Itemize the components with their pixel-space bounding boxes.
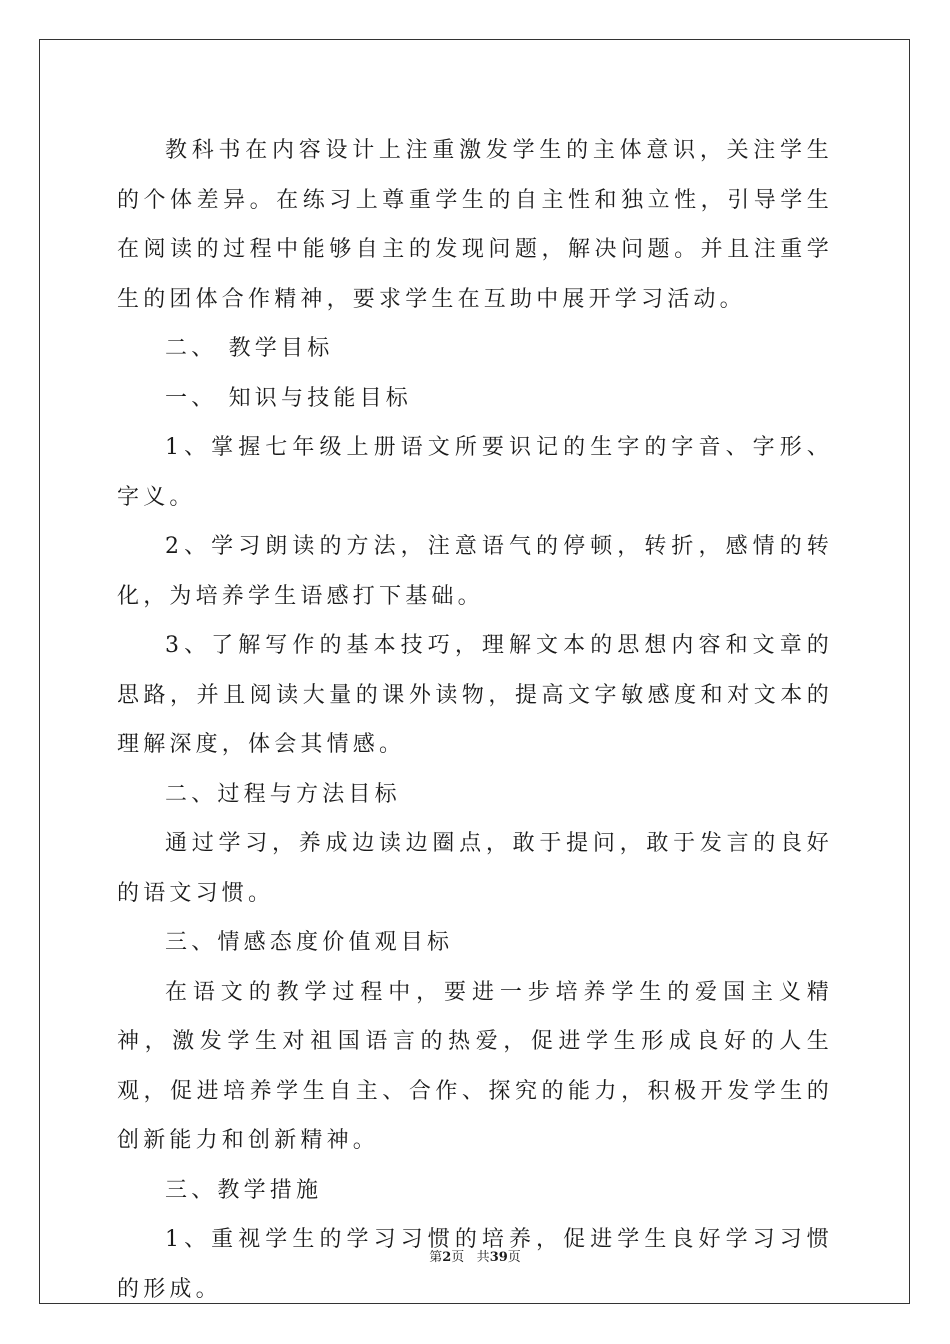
list-item: 2、学习朗读的方法，注意语气的停顿，转折，感情的转化，为培养学生语感打下基础。 (117, 534, 833, 609)
paragraph: 在语文的教学过程中，要进一步培养学生的爱国主义精神，激发学生对祖国语言的热爱，促进学生形成良好的人生观，促进培养学生自主、合作、探究的能力，积极开发学生的创新能力和创新精神。 (117, 979, 833, 1153)
page-footer (0, 1246, 950, 1265)
subsection-heading: 一、 知识与技能目标 (165, 385, 412, 411)
list-item: 1、重视学生的学习习惯的培养，促进学生良好学习习惯的形成。 (117, 1227, 833, 1302)
footer-total-prefix: 共 (476, 1250, 490, 1265)
section-heading: 三、教学措施 (165, 1177, 323, 1203)
list-item: 3、了解写作的基本技巧，理解文本的思想内容和文章的思路，并且阅读大量的课外读物，提高文字敏感度和对文本的理解深度，体会其情感。 (117, 633, 833, 757)
paragraph: 教科书在内容设计上注重激发学生的主体意识，关注学生的个体差异。在练习上尊重学生的自主性和独立性，引导学生在阅读的过程中能够自主的发现问题，解决问题。并且注重学生的团体合作精神，要求学生在互助中展开学习活动。 (117, 138, 833, 312)
paragraph: 通过学习，养成边读边圈点，敢于提问，敢于发言的良好的语文习惯。 (117, 831, 833, 906)
footer-prefix: 第 (429, 1250, 443, 1265)
section-heading: 二、 教学目标 (165, 336, 334, 361)
footer-total-suffix: 页 (507, 1250, 521, 1265)
footer-page-suffix: 页 (451, 1250, 465, 1265)
document-body (117, 126, 833, 1314)
subsection-heading: 三、情感态度价值观目标 (165, 930, 454, 955)
subsection-heading: 二、过程与方法目标 (165, 781, 401, 807)
list-item: 1、掌握七年级上册语文所要识记的生字的字音、字形、字义。 (117, 435, 833, 510)
page-number: 2 (442, 1250, 452, 1265)
total-pages: 39 (489, 1250, 508, 1265)
